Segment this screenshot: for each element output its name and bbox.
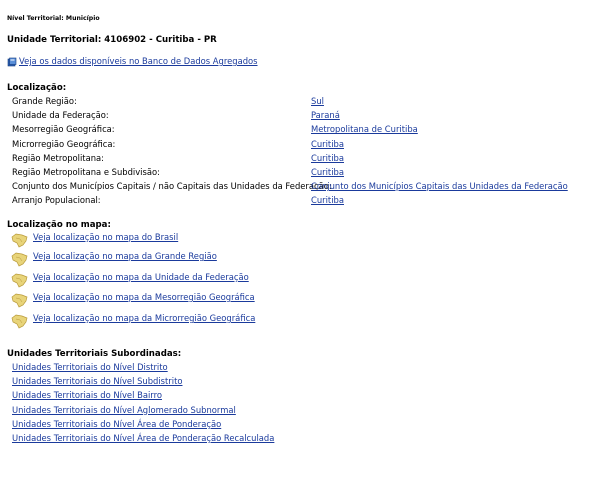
brazil-map-icon (9, 251, 31, 267)
map-link[interactable]: Veja localização no mapa da Grande Região (33, 251, 217, 261)
brazil-map-icon (9, 272, 31, 288)
brazil-map-icon (9, 292, 31, 308)
localizacao-label: Mesorregião Geográfica: (12, 124, 115, 135)
localizacao-value-link[interactable]: Sul (311, 96, 324, 106)
localizacao-label: Microrregião Geográfica: (12, 138, 116, 149)
brazil-map-icon (9, 232, 31, 248)
mapa-heading: Localização no mapa: (7, 220, 111, 230)
level-title: Nível Territorial: Município (7, 15, 100, 22)
map-link-row (9, 232, 178, 248)
localizacao-value-link[interactable]: Curitiba (311, 195, 344, 206)
localizacao-value-link[interactable]: Curitiba (311, 138, 344, 149)
localizacao-value-link[interactable]: Curitiba (311, 167, 344, 177)
db-link[interactable]: Veja os dados disponíveis no Banco de Dados Agregados (19, 56, 258, 66)
localizacao-label: Região Metropolitana e Subdivisão: (12, 167, 160, 177)
map-link-row (9, 292, 255, 308)
localizacao-value-link[interactable]: Paraná (311, 110, 340, 121)
localizacao-value-link[interactable]: Metropolitana de Curitiba (311, 124, 418, 135)
subordinada-link[interactable]: Unidades Territoriais do Nível Área de Ponderação (12, 418, 222, 429)
unit-title: Unidade Territorial: 4106902 - Curitiba - PR (7, 35, 217, 45)
map-link-row (9, 313, 255, 329)
map-link-row (9, 272, 249, 288)
localizacao-label: Conjunto dos Municípios Capitais / não Capitais das Unidades da Federação: (12, 181, 332, 192)
map-link[interactable]: Veja localização no mapa da Unidade da Federação (33, 272, 249, 282)
map-link[interactable]: Veja localização no mapa da Microrregião Geográfica (33, 313, 256, 323)
localizacao-heading: Localização: (7, 83, 67, 93)
localizacao-value-link[interactable]: Curitiba (311, 152, 344, 163)
map-link-row (9, 251, 217, 267)
subordinada-link[interactable]: Unidades Territoriais do Nível Subdistrito (12, 376, 183, 387)
subordinada-link[interactable]: Unidades Territoriais do Nível Área de Ponderação Recalculada (12, 433, 275, 443)
map-link[interactable]: Veja localização no mapa da Mesorregião Geográfica (33, 292, 255, 302)
subordinadas-heading: Unidades Territoriais Subordinadas: (7, 349, 182, 359)
localizacao-label: Arranjo Populacional: (12, 195, 101, 206)
localizacao-label: Unidade da Federação: (12, 110, 109, 121)
localizacao-label: Região Metropolitana: (12, 152, 104, 163)
map-link[interactable]: Veja localização no mapa do Brasil (33, 232, 179, 242)
localizacao-label: Grande Região: (12, 96, 77, 106)
subordinada-link[interactable]: Unidades Territoriais do Nível Distrito (12, 362, 168, 372)
database-book-icon (7, 57, 16, 66)
subordinada-link[interactable]: Unidades Territoriais do Nível Bairro (12, 390, 162, 401)
db-link-row (7, 56, 258, 66)
subordinada-link[interactable]: Unidades Territoriais do Nível Aglomerado Subnormal (12, 404, 236, 415)
localizacao-value-link[interactable]: Conjunto dos Municípios Capitais das Unidades da Federação (311, 181, 568, 192)
brazil-map-icon (9, 313, 31, 329)
